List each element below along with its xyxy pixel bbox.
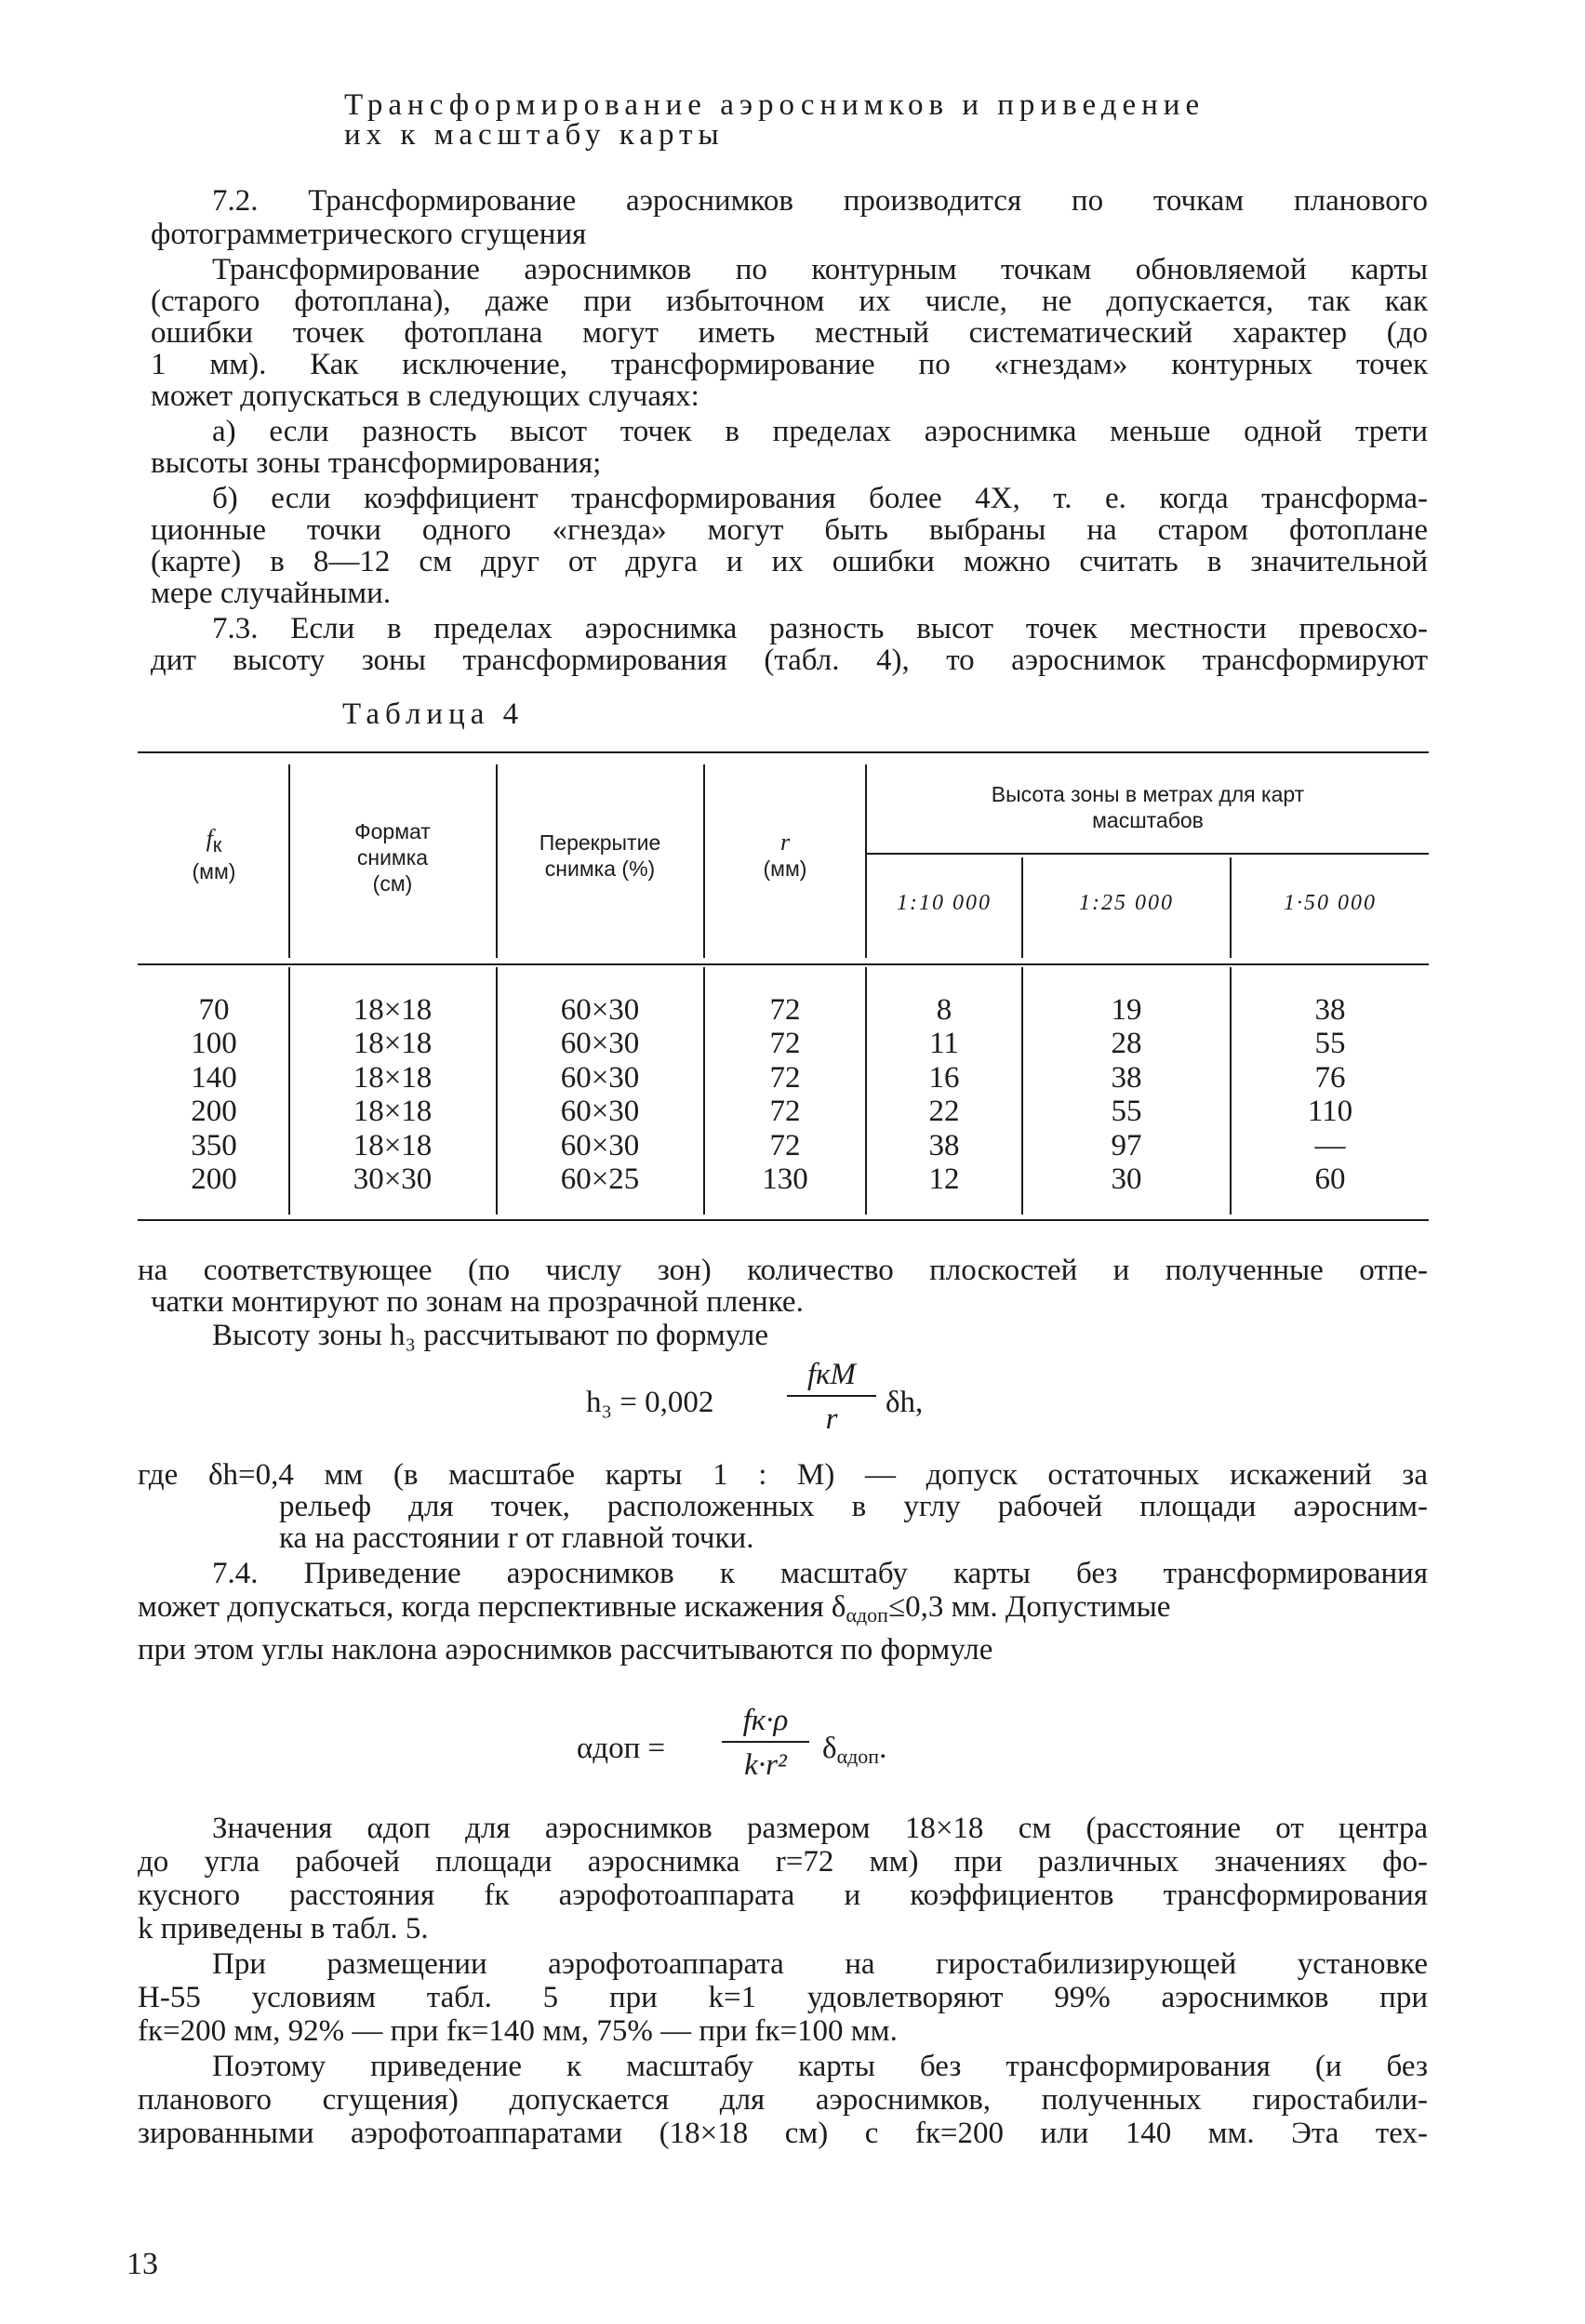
- table-cell-r: 130: [762, 1162, 808, 1197]
- table-cell-fk: 140: [191, 1060, 237, 1095]
- header-fk: $f_к$ (мм): [192, 825, 236, 883]
- table-cell-h50: 55: [1314, 1027, 1346, 1061]
- paragraph-line: fк=200 мм, 92% — при fк=140 мм, 75% — при fк=100 мм.: [138, 2014, 898, 2048]
- table-cell-fk: 350: [191, 1128, 237, 1162]
- table-cell-fk: 200: [191, 1162, 237, 1197]
- paragraph-line: 1 мм). Как исключение, трансформирование по «гнездам» контурных точек: [151, 348, 1428, 381]
- column-fk: [140, 993, 288, 1196]
- table-cell-h25: 55: [1111, 1095, 1142, 1129]
- section-heading-line2: их к масштабу карты: [344, 118, 725, 152]
- header-scale-25000: 1:25 000: [1079, 891, 1174, 915]
- paragraph-line: При размещении аэрофотоаппарата на гиростабилизирующей установке: [212, 1947, 1428, 1981]
- column-height-25000: [1023, 993, 1230, 1196]
- table-cell-h50: 76: [1314, 1060, 1346, 1095]
- paragraph-line: Трансформирование аэроснимков по контурным точкам обновляемой карты: [212, 253, 1428, 286]
- definition-line: где δh=0,4 мм (в масштабе карты 1 : M) — допуск остаточных искажений за: [138, 1458, 1428, 1492]
- table-cell-format: 18×18: [353, 1095, 433, 1129]
- definition-line: ка на расстоянии r от главной точки.: [279, 1521, 754, 1555]
- table-cell-r: 72: [769, 1095, 801, 1129]
- table-cell-h10: 11: [929, 1027, 959, 1061]
- table-cell-fk: 100: [191, 1027, 237, 1061]
- table-cell-format: 18×18: [353, 1060, 433, 1095]
- definition-line: рельеф для точек, расположенных в углу рабочей площади аэросним-: [279, 1490, 1428, 1523]
- paragraph-line: на соответствующее (по числу зон) количество плоскостей и полученные отпе-: [138, 1254, 1428, 1287]
- table-cell-h10: 38: [928, 1128, 960, 1162]
- fraction-bar: [787, 1395, 876, 1397]
- table-cell-h25: 28: [1111, 1027, 1142, 1061]
- table-top-rule: [138, 751, 1429, 753]
- table-cell-format: 30×30: [353, 1162, 433, 1197]
- case-b-line1: б) если коэффициент трансформирования более 4Х, т. е. когда трансформа-: [212, 482, 1428, 515]
- table-header-rule: [138, 963, 1429, 965]
- header-scale-10000: 1:10 000: [897, 891, 992, 915]
- fraction-bar: [722, 1741, 809, 1743]
- case-b-line3: (карте) в 8—12 см друг от друга и их ошибки можно считать в значительной: [151, 545, 1428, 578]
- table-cell-format: 18×18: [353, 1128, 433, 1162]
- paragraph-line: чатки монтируют по зонам на прозрачной пленке.: [151, 1285, 804, 1319]
- paragraph-line: Значения αдоп для аэроснимков размером 18×18 см (расстояние от центра: [212, 1812, 1428, 1845]
- formula-numerator: fкM: [806, 1358, 857, 1391]
- section-7-4-line1: 7.4. Приведение аэроснимков к масштабу карты без трансформирования: [212, 1557, 1428, 1590]
- table-cell-h50: 38: [1314, 993, 1346, 1027]
- table-cell-r: 72: [769, 1060, 801, 1095]
- table-caption: Таблица 4: [342, 697, 525, 731]
- formula-lhs: h₃ = 0,002: [586, 1386, 714, 1419]
- table-cell-fk: 200: [191, 1095, 237, 1129]
- case-a-line1: а) если разность высот точек в пределах аэроснимка меньше одной трети: [212, 415, 1428, 448]
- section-heading-line1: Трансформирование аэроснимков и приведение: [344, 88, 1205, 122]
- table-cell-r: 72: [769, 1027, 801, 1061]
- section-7-4-line2: может допускаться, когда перспективные искажения $\delta_{\alpha доп}\le 0,3$ мм. Допустимые: [138, 1590, 1171, 1627]
- header-r: r (мм): [763, 829, 807, 881]
- table-cell-format: 18×18: [353, 1027, 433, 1061]
- table-cell-overlap: 60×25: [560, 1162, 640, 1197]
- zone-sub-rule: [865, 853, 1429, 855]
- header-format: Формат снимка (см): [354, 819, 431, 896]
- case-b-line2: ционные точки одного «гнезда» могут быть выбраны на старом фотоплане: [151, 513, 1428, 547]
- case-a-line2: высоты зоны трансформирования;: [151, 446, 602, 480]
- table-cell-h50: 60: [1314, 1162, 1346, 1197]
- paragraph-line: может допускаться в следующих случаях:: [151, 379, 699, 413]
- section-7-2-line2: фотограмметрического сгущения: [151, 218, 587, 251]
- table-cell-h50: —: [1314, 1128, 1346, 1162]
- table-cell-h25: 19: [1111, 993, 1142, 1027]
- table-cell-overlap: 60×30: [560, 993, 640, 1027]
- table-cell-overlap: 60×30: [560, 1128, 640, 1162]
- table-cell-fk: 70: [198, 993, 230, 1027]
- section-7-4-line3: при этом углы наклона аэроснимков рассчитываются по формуле: [138, 1633, 993, 1667]
- table-cell-h25: 97: [1111, 1128, 1142, 1162]
- formula-lhs: αдоп =: [577, 1732, 666, 1765]
- paragraph-line: Н-55 условиям табл. 5 при k=1 удовлетворяют 99% аэроснимков при: [138, 1981, 1428, 2014]
- formula-numerator: fк·ρ: [742, 1704, 789, 1737]
- table-cell-h25: 38: [1111, 1060, 1142, 1095]
- header-zone-height: Высота зоны в метрах для карт масштабов: [991, 782, 1305, 832]
- header-scale-50000: 1·50 000: [1284, 891, 1377, 915]
- column-format: [290, 993, 495, 1196]
- table-cell-h10: 16: [928, 1060, 960, 1095]
- formula-rhs: $\delta_{\alpha доп}$.: [822, 1732, 887, 1768]
- formula-denominator: k·r²: [744, 1748, 787, 1782]
- table-cell-h10: 8: [936, 993, 952, 1027]
- section-7-2-line1: 7.2. Трансформирование аэроснимков производится по точкам планового: [212, 184, 1428, 218]
- paragraph-line: k приведены в табл. 5.: [138, 1912, 429, 1946]
- column-height-10000: [867, 993, 1021, 1196]
- column-overlap: [498, 993, 702, 1196]
- table-cell-h10: 12: [928, 1162, 960, 1197]
- paragraph-line: (старого фотоплана), даже при избыточном их числе, не допускается, так как: [151, 285, 1428, 318]
- table-bottom-rule: [138, 1219, 1429, 1221]
- table-cell-overlap: 60×30: [560, 1027, 640, 1061]
- table-cell-h10: 22: [928, 1095, 960, 1129]
- table-cell-r: 72: [769, 993, 801, 1027]
- case-b-line4: мере случайными.: [151, 577, 392, 610]
- paragraph-line: кусного расстояния fк аэрофотоаппарата и коэффициентов трансформирования: [138, 1879, 1428, 1912]
- column-r: [705, 993, 865, 1196]
- paragraph-line: Высоту зоны h₃ рассчитывают по формуле: [212, 1319, 768, 1352]
- paragraph-line: до угла рабочей площади аэроснимка r=72 мм) при различных значениях фо-: [138, 1845, 1428, 1879]
- section-7-3-line1: 7.3. Если в пределах аэроснимка разность высот точек местности превосхо-: [212, 612, 1428, 645]
- page-number: 13: [127, 2247, 158, 2281]
- paragraph-line: планового сгущения) допускается для аэроснимков, полученных гиростабили-: [138, 2083, 1428, 2117]
- table-cell-h25: 30: [1111, 1162, 1142, 1197]
- table-cell-h50: 110: [1307, 1095, 1353, 1129]
- paragraph-line: зированными аэрофотоаппаратами (18×18 см) с fк=200 или 140 мм. Эта тех-: [138, 2117, 1428, 2150]
- table-cell-overlap: 60×30: [560, 1095, 640, 1129]
- header-overlap: Перекрытие снимка (%): [539, 830, 661, 881]
- table-cell-format: 18×18: [353, 993, 433, 1027]
- formula-rhs: δh,: [886, 1386, 924, 1419]
- table-cell-overlap: 60×30: [560, 1060, 640, 1095]
- paragraph-line: Поэтому приведение к масштабу карты без трансформирования (и без: [212, 2050, 1428, 2083]
- formula-denominator: r: [825, 1402, 838, 1436]
- table-cell-r: 72: [769, 1128, 801, 1162]
- section-7-3-line2: дит высоту зоны трансформирования (табл. 4), то аэроснимок трансформируют: [151, 644, 1428, 677]
- paragraph-line: ошибки точек фотоплана могут иметь местный систематический характер (до: [151, 316, 1428, 350]
- column-height-50000: [1232, 993, 1429, 1196]
